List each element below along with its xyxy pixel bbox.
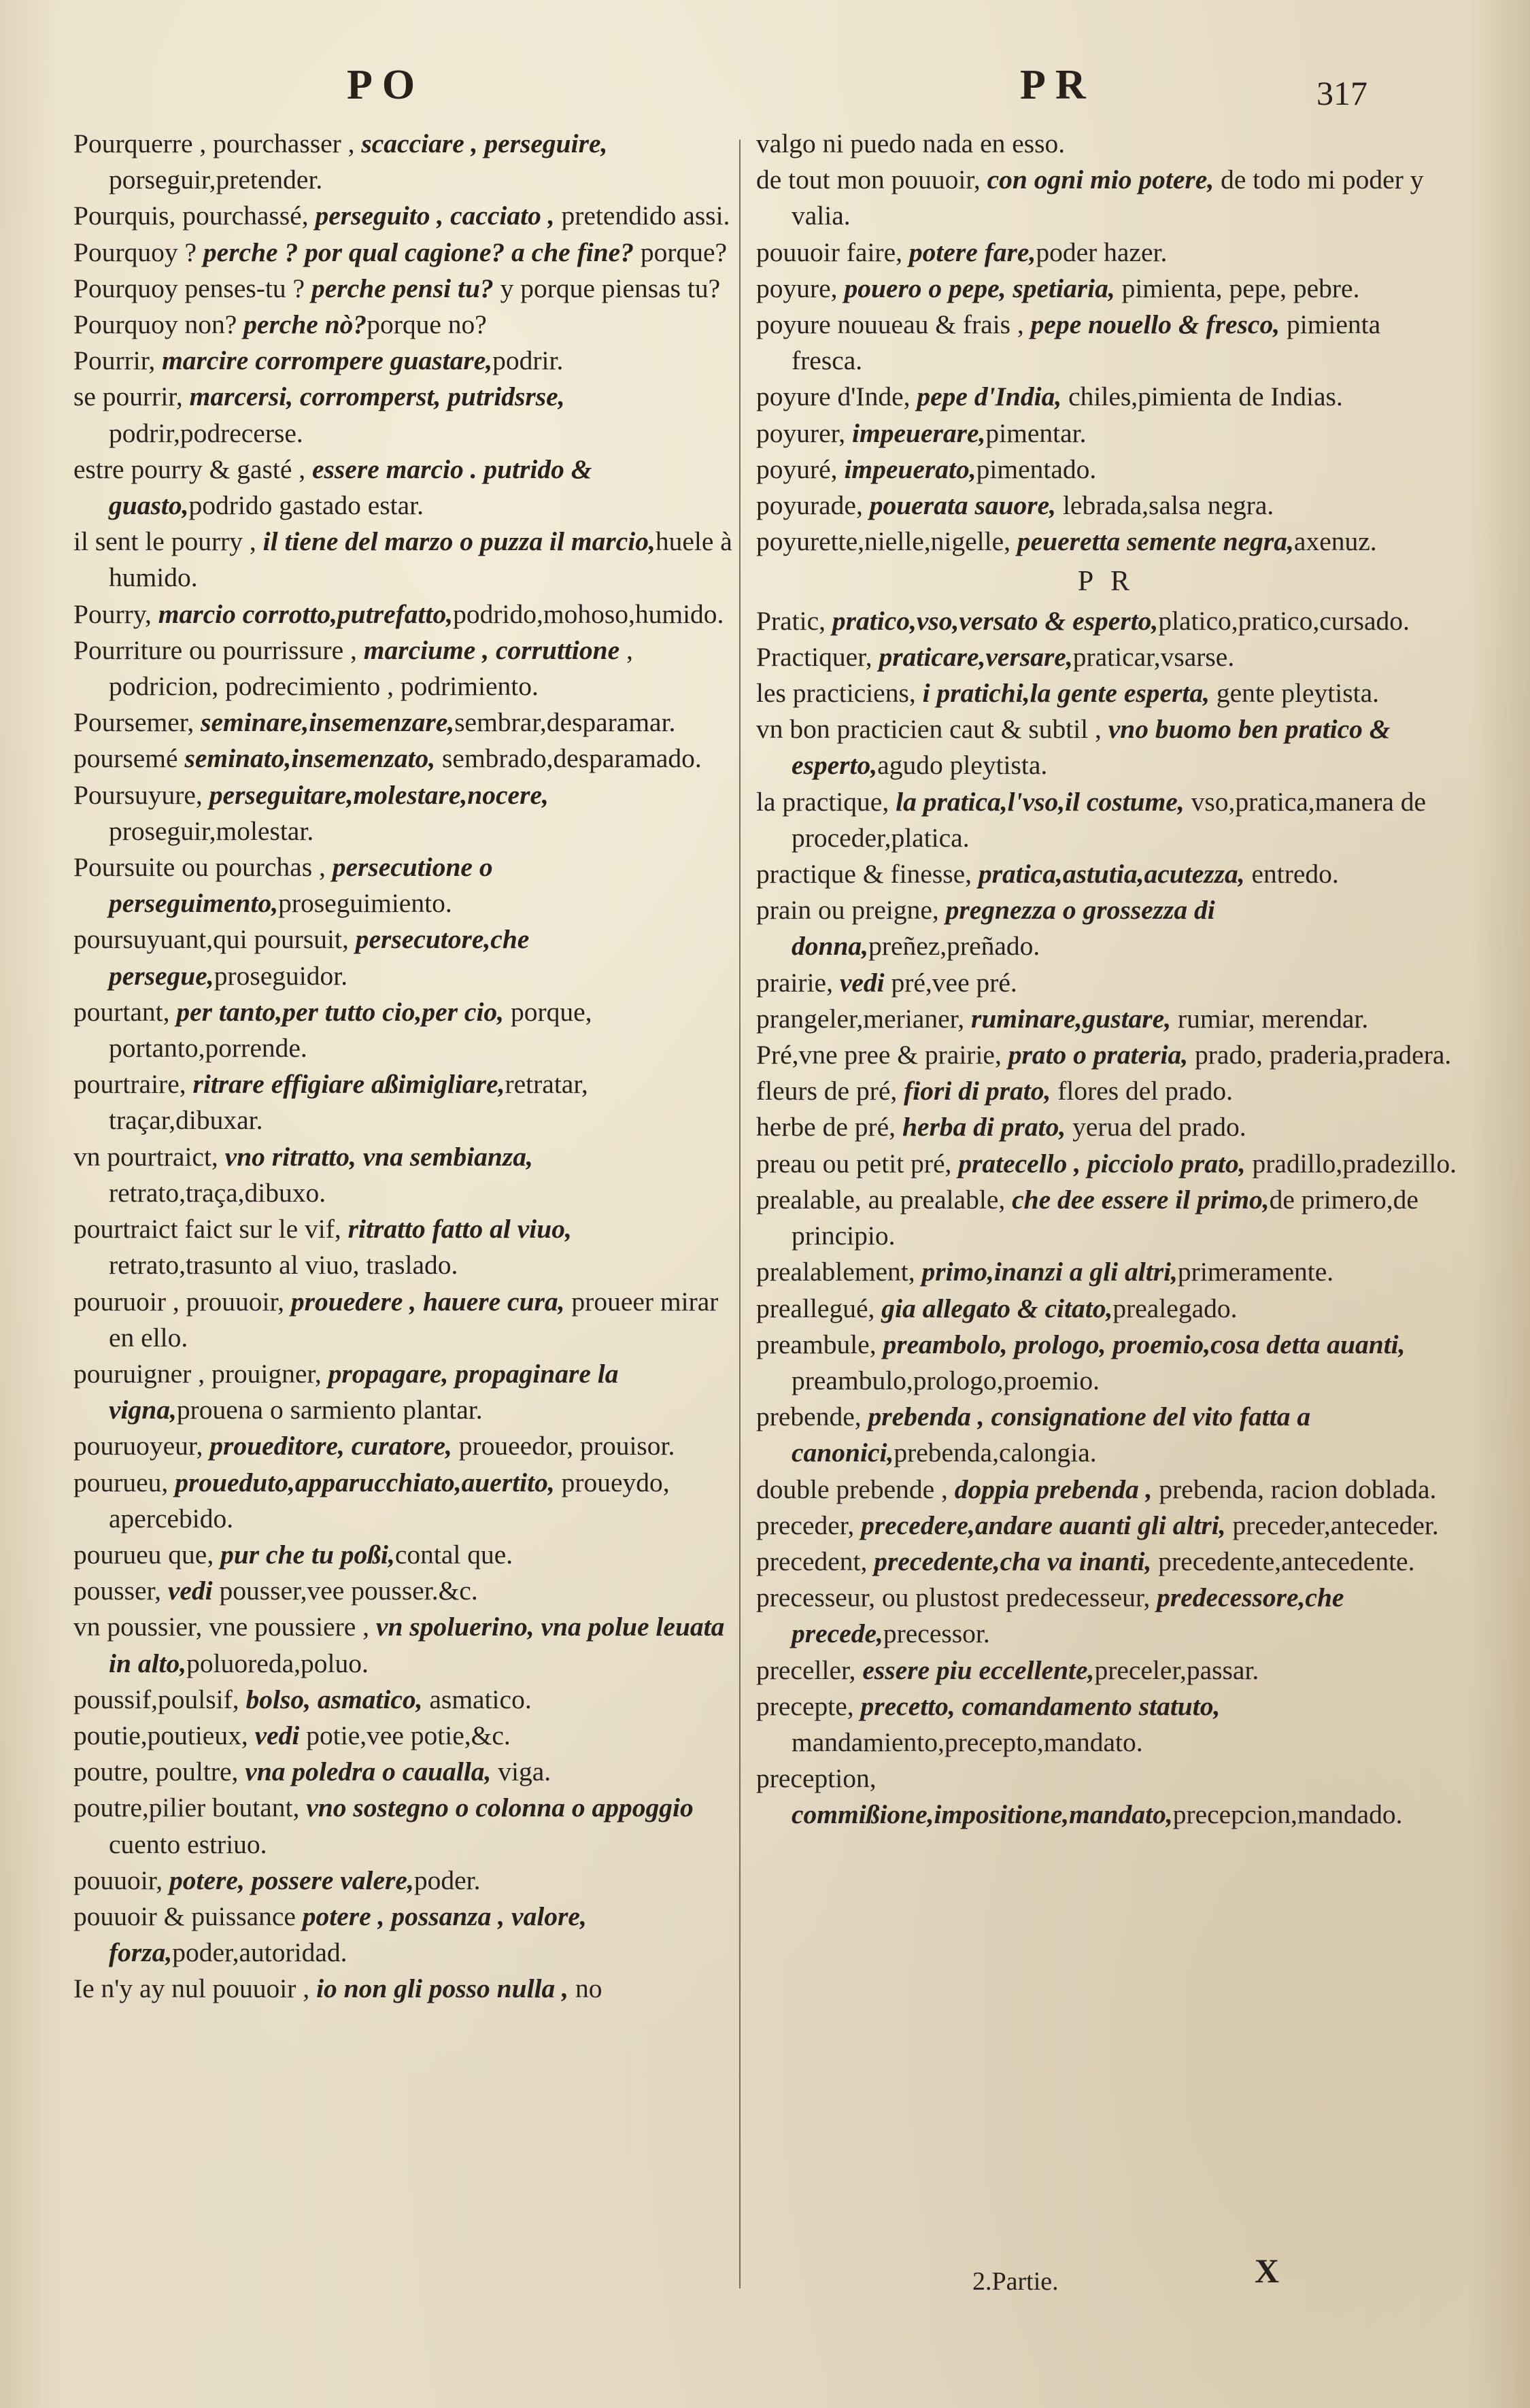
entry-headword: Pratic, xyxy=(756,605,832,636)
dictionary-entry xyxy=(73,1718,734,1754)
entry-headword: de tout mon pouuoir, xyxy=(756,165,987,195)
entry-italian: persecutione o perseguimento, xyxy=(109,852,493,919)
entry-italian: vno ritratto, vna sembianza, xyxy=(224,1141,533,1172)
right-column-bottom xyxy=(756,603,1457,1833)
entry-headword: valgo ni puedo nada en esso. xyxy=(756,129,1066,158)
dictionary-entry xyxy=(756,1109,1457,1145)
dictionary-entry xyxy=(73,1284,734,1356)
entry-spanish: , podricion, podrecimiento , podrimiento. xyxy=(109,634,633,702)
entry-italian: bolso, asmatico, xyxy=(245,1684,423,1714)
entry-italian: pregnezza o grossezza di donna, xyxy=(792,895,1215,962)
entry-headword: pouuoir & puissance xyxy=(73,1901,303,1931)
entry-spanish: precessor. xyxy=(883,1618,990,1649)
entry-headword: precepte, xyxy=(756,1691,861,1721)
entry-spanish: pousser,vee pousser.&c. xyxy=(212,1576,478,1606)
entry-italian: marciume , corruttione xyxy=(363,634,620,665)
dictionary-entry xyxy=(756,1508,1457,1544)
entry-italian: doppia prebenda , xyxy=(954,1474,1153,1504)
entry-italian: prato o prateria, xyxy=(1008,1040,1189,1070)
entry-headword: poutie,poutieux, xyxy=(73,1720,255,1750)
entry-spanish: proueydo, apercebido. xyxy=(109,1467,670,1533)
dictionary-entry xyxy=(73,1537,734,1573)
entry-headword: Ie n'y ay nul pouuoir , xyxy=(73,1973,317,2004)
entry-headword: prealablement, xyxy=(756,1257,922,1287)
entry-headword: vn poussier, vne poussiere , xyxy=(73,1612,376,1642)
entry-italian: ritratto fatto al viuo, xyxy=(347,1214,572,1244)
entry-italian: perseguitare,molestare,nocere, xyxy=(209,779,549,810)
entry-spanish: preceder,anteceder. xyxy=(1225,1510,1439,1540)
dictionary-entry xyxy=(73,921,734,994)
dictionary-entry xyxy=(756,271,1457,307)
entry-spanish: proseguir,molestar. xyxy=(109,815,314,846)
entry-spanish: potie,vee potie,&c. xyxy=(299,1720,511,1750)
entry-spanish: porque? xyxy=(633,237,728,267)
entry-spanish: podrido gastado estar. xyxy=(188,490,424,521)
entry-headword: la practique, xyxy=(756,786,896,817)
entry-spanish: mandamiento,precepto,mandato. xyxy=(792,1727,1143,1757)
entry-spanish: poder. xyxy=(413,1865,481,1895)
entry-italian: marcersi, corromperst, putridsrse, xyxy=(189,381,565,412)
entry-spanish: retratar, traçar,dibuxar. xyxy=(109,1069,588,1136)
dictionary-entry xyxy=(756,126,1457,162)
left-column xyxy=(73,126,734,2007)
entry-headword: vn pourtraict, xyxy=(73,1141,225,1172)
dictionary-entry xyxy=(73,1754,734,1790)
running-head-right: PR xyxy=(1020,62,1095,108)
entry-italian: vedi xyxy=(839,967,885,998)
entry-italian: i pratichi,la gente esperta, xyxy=(922,678,1210,709)
dictionary-entry xyxy=(756,1001,1457,1037)
entry-italian: pratico,vso,versato & esperto, xyxy=(832,605,1159,636)
entry-spanish: pretendido assi. xyxy=(554,201,730,231)
dictionary-entry xyxy=(73,1428,734,1464)
entry-spanish: proueer mirar en ello. xyxy=(109,1286,719,1353)
entry-spanish: vso,pratica,manera de proceder,platica. xyxy=(792,786,1427,853)
entry-italian: impeuerato, xyxy=(844,454,976,484)
entry-headword: preau ou petit pré, xyxy=(756,1148,959,1178)
entry-italian: vn spoluerino, vna polue leuata in alto, xyxy=(109,1612,725,1678)
entry-spanish: agudo pleytista. xyxy=(877,750,1048,781)
entry-spanish: sembrado,desparamado. xyxy=(435,743,702,774)
entry-spanish: contal que. xyxy=(394,1539,513,1570)
entry-headword: prangeler,merianer, xyxy=(756,1003,971,1034)
entry-headword: double prebende , xyxy=(756,1474,955,1504)
entry-italian: proueditore, curatore, xyxy=(209,1431,452,1461)
dictionary-entry xyxy=(756,1580,1457,1652)
entry-spanish: poluoreda,poluo. xyxy=(186,1648,369,1678)
dictionary-entry xyxy=(756,639,1457,675)
entry-headword: pourtraire, xyxy=(73,1069,193,1100)
right-column xyxy=(756,126,1457,1833)
dictionary-entry xyxy=(756,1761,1457,1833)
entry-headword: poutre, poultre, xyxy=(73,1757,245,1787)
entry-spanish: lebrada,salsa negra. xyxy=(1056,490,1274,521)
dictionary-entry xyxy=(73,1682,734,1718)
dictionary-entry xyxy=(756,711,1457,783)
entry-italian: fiori di prato, xyxy=(904,1076,1051,1106)
entry-headword: Pourquoy penses-tu ? xyxy=(73,273,311,303)
entry-spanish: poder,autoridad. xyxy=(172,1937,347,1968)
entry-italian: con ogni mio potere, xyxy=(987,165,1214,195)
entry-headword: Poursemer, xyxy=(73,707,201,738)
entry-spanish: proseguimiento. xyxy=(278,888,452,919)
catchword-mark: X xyxy=(1255,2252,1280,2290)
entry-spanish: asmatico. xyxy=(422,1684,532,1714)
entry-spanish: flores del prado. xyxy=(1051,1076,1233,1106)
dictionary-entry xyxy=(73,1139,734,1211)
dictionary-entry xyxy=(756,488,1457,524)
entry-spanish: preñez,preñado. xyxy=(868,931,1040,962)
entry-headword: estre pourry & gasté , xyxy=(73,454,313,484)
entry-italian: pepe nouello & fresco, xyxy=(1030,309,1280,340)
entry-headword: Pourry, xyxy=(73,598,158,629)
entry-spanish: porque no? xyxy=(367,309,487,340)
entry-spanish: retrato,trasunto al viuo, traslado. xyxy=(109,1250,458,1281)
dictionary-entry xyxy=(73,1609,734,1681)
entry-headword: poursemé xyxy=(73,743,185,774)
dictionary-entry xyxy=(73,343,734,379)
entry-headword: poyurer, xyxy=(756,418,853,448)
entry-headword: poyure, xyxy=(756,273,845,303)
entry-italian: pratica,astutia,acutezza, xyxy=(978,859,1245,889)
entry-italian: prouedere , hauere cura, xyxy=(290,1286,565,1317)
dictionary-entry xyxy=(73,1899,734,1971)
entry-headword: prebende, xyxy=(756,1402,868,1432)
dictionary-entry xyxy=(73,379,734,451)
dictionary-entry xyxy=(73,777,734,849)
entry-spanish: sembrar,desparamar. xyxy=(454,707,676,738)
running-head-left: PO xyxy=(347,62,425,108)
dictionary-entry xyxy=(73,1971,734,2007)
entry-headword: pouruigner , prouigner, xyxy=(73,1358,328,1389)
entry-italian: preambolo, prologo, proemio,cosa detta auanti, xyxy=(883,1329,1406,1359)
entry-italian: primo,inanzi a gli altri, xyxy=(921,1257,1178,1287)
dictionary-entry xyxy=(756,965,1457,1001)
dictionary-entry xyxy=(756,784,1457,856)
dictionary-entry xyxy=(756,856,1457,892)
entry-italian: per tanto,per tutto cio,per cio, xyxy=(176,996,505,1027)
entry-spanish: pimentado. xyxy=(976,454,1097,484)
dictionary-entry xyxy=(73,596,734,632)
entry-headword: preambule, xyxy=(756,1329,883,1359)
dictionary-entry xyxy=(756,1689,1457,1761)
entry-headword: prealable, au prealable, xyxy=(756,1184,1013,1215)
entry-headword: poyurade, xyxy=(756,490,870,521)
dictionary-entry xyxy=(73,307,734,343)
dictionary-entry xyxy=(756,235,1457,271)
entry-spanish: no xyxy=(568,1973,602,2004)
entry-spanish: precedente,antecedente. xyxy=(1151,1546,1415,1576)
entry-headword: Pré,vne pree & prairie, xyxy=(756,1040,1008,1070)
entry-italian: ruminare,gustare, xyxy=(970,1003,1172,1034)
dictionary-entry xyxy=(73,235,734,271)
entry-headword: poyuré, xyxy=(756,454,845,484)
entry-headword: fleurs de pré, xyxy=(756,1076,904,1106)
column-rule xyxy=(739,139,741,2288)
dictionary-entry xyxy=(73,271,734,307)
entry-italian: precedente,cha va inanti, xyxy=(874,1546,1152,1576)
entry-italian: essere marcio . putrido & guasto, xyxy=(109,454,592,521)
entry-headword: poyure nouueau & frais , xyxy=(756,309,1031,340)
dictionary-entry xyxy=(756,379,1457,415)
dictionary-entry xyxy=(73,1465,734,1537)
entry-headword: Poursuite ou pourchas , xyxy=(73,852,333,883)
entry-italian: precedere,andare auanti gli altri, xyxy=(861,1510,1226,1540)
entry-headword: poussif,poulsif, xyxy=(73,1684,246,1714)
entry-headword: pourtraict faict sur le vif, xyxy=(73,1214,348,1244)
entry-italian: la pratica,l'vso,il costume, xyxy=(896,786,1185,817)
entry-italian: potere , possanza , valore, forza, xyxy=(109,1901,587,1968)
entry-headword: pourueu, xyxy=(73,1467,175,1497)
entry-headword: vn bon practicien caut & subtil , xyxy=(756,714,1108,745)
entry-headword: Pourrir, xyxy=(73,345,163,376)
entry-headword: precesseur, ou plustost predecesseur, xyxy=(756,1582,1157,1613)
entry-spanish: cuento estriuo. xyxy=(109,1829,267,1859)
dictionary-entry xyxy=(756,162,1457,234)
entry-headword: Poursuyure, xyxy=(73,779,209,810)
entry-italian: marcio corrotto,putrefatto, xyxy=(158,598,454,629)
dictionary-entry xyxy=(73,1356,734,1428)
dictionary-entry xyxy=(756,1073,1457,1109)
entry-headword: pouruoyeur, xyxy=(73,1431,210,1461)
entry-headword: pouruoir , prouuoir, xyxy=(73,1286,291,1317)
entry-italian: vno sostegno o colonna o appoggio xyxy=(306,1793,694,1823)
entry-spanish: pradillo,pradezillo. xyxy=(1245,1148,1457,1178)
dictionary-entry xyxy=(756,675,1457,711)
entry-headword: poyurette,nielle,nigelle, xyxy=(756,526,1017,557)
entry-headword: preceder, xyxy=(756,1510,862,1540)
dictionary-entry xyxy=(756,1146,1457,1182)
entry-spanish: de primero,de principio. xyxy=(792,1184,1418,1251)
entry-italian: vna poledra o caualla, xyxy=(245,1757,492,1787)
page-number: 317 xyxy=(1316,74,1367,112)
entry-italian: scacciare , perseguire, xyxy=(361,129,608,158)
entry-spanish: pimienta fresca. xyxy=(792,309,1381,376)
dictionary-entry xyxy=(756,892,1457,964)
right-column-top xyxy=(756,126,1457,560)
entry-italian: potere fare, xyxy=(908,237,1036,267)
entry-headword: se pourrir, xyxy=(73,381,190,412)
entry-italian: perseguito , cacciato , xyxy=(315,201,555,231)
entry-headword: Pourriture ou pourrissure , xyxy=(73,634,364,665)
entry-headword: Pourquoy non? xyxy=(73,309,244,340)
dictionary-entry xyxy=(756,452,1457,488)
entry-spanish: de todo mi poder y valia. xyxy=(792,165,1424,231)
dictionary-entry xyxy=(756,1652,1457,1689)
entry-italian: perche ? por qual cagione? a che fine? xyxy=(203,237,634,267)
entry-italian: pepe d'India, xyxy=(917,381,1062,412)
entry-spanish: pimienta, pepe, pebre. xyxy=(1115,273,1360,303)
entry-spanish: yerua del prado. xyxy=(1066,1112,1246,1142)
entry-italian: impeuerare, xyxy=(852,418,986,448)
entry-headword: poutre,pilier boutant, xyxy=(73,1793,307,1823)
entry-spanish: prado, praderia,pradera. xyxy=(1188,1040,1452,1070)
entry-italian: vedi xyxy=(167,1576,213,1606)
entry-italian: perche pensi tu? xyxy=(311,273,494,303)
entry-italian: che dee essere il primo, xyxy=(1012,1184,1270,1215)
dictionary-entry xyxy=(756,1399,1457,1471)
entry-spanish: porque, portanto,porrende. xyxy=(109,996,592,1064)
entry-headword: pouuoir, xyxy=(73,1865,170,1895)
dictionary-entry xyxy=(73,741,734,777)
dictionary-entry xyxy=(73,1863,734,1899)
entry-spanish: chiles,pimienta de Indias. xyxy=(1061,381,1343,412)
dictionary-entry xyxy=(73,1790,734,1862)
entry-headword: Pourquoy ? xyxy=(73,237,203,267)
entry-italian: propagare, propaginare la vigna, xyxy=(109,1358,619,1425)
dictionary-entry xyxy=(756,1291,1457,1327)
signature-mark: 2.Partie. xyxy=(972,2267,1059,2296)
dictionary-entry xyxy=(73,849,734,921)
entry-spanish: entredo. xyxy=(1244,859,1339,889)
entry-headword: poyure d'Inde, xyxy=(756,381,917,412)
entry-italian: marcire corrompere guastare, xyxy=(162,345,493,376)
dictionary-entry xyxy=(73,524,734,596)
entry-spanish: podrir. xyxy=(492,345,564,376)
dictionary-entry xyxy=(73,1573,734,1609)
entry-italian: vedi xyxy=(254,1720,300,1750)
entry-spanish: poder hazer. xyxy=(1036,237,1168,267)
dictionary-entry xyxy=(73,994,734,1066)
entry-spanish: porseguir,pretender. xyxy=(109,165,323,195)
entry-spanish: platico,pratico,cursado. xyxy=(1158,605,1410,636)
entry-spanish: praticar,vsarse. xyxy=(1072,641,1235,672)
entry-italian: commißione,impositione,mandato, xyxy=(792,1799,1173,1830)
entry-headword: preallegué, xyxy=(756,1293,882,1323)
entry-italian: seminare,insemenzare, xyxy=(201,707,455,738)
entry-headword: preception, xyxy=(756,1763,877,1794)
entry-headword: prairie, xyxy=(756,967,840,998)
entry-italian: persecutore,che persegue, xyxy=(109,924,530,991)
entry-spanish: pimentar. xyxy=(985,418,1087,448)
entry-italian: pouero o pepe, spetiaria, xyxy=(844,273,1115,303)
entry-spanish: axenuz. xyxy=(1293,526,1377,557)
entry-spanish: primeramente. xyxy=(1177,1257,1334,1287)
entry-italian: peueretta semente negra, xyxy=(1017,526,1294,557)
entry-italian: ritrare effigiare aßimigliare, xyxy=(192,1069,505,1100)
entry-headword: prain ou preigne, xyxy=(756,895,946,926)
entry-headword: pousser, xyxy=(73,1576,168,1606)
entry-headword: herbe de pré, xyxy=(756,1112,902,1142)
dictionary-entry xyxy=(756,1327,1457,1399)
dictionary-entry xyxy=(756,416,1457,452)
entry-spanish: podrido,mohoso,humido. xyxy=(453,598,724,629)
dictionary-entry xyxy=(73,1066,734,1138)
entry-italian: vno buomo ben pratico & esperto, xyxy=(792,714,1391,781)
dictionary-entry xyxy=(73,1211,734,1283)
entry-headword: Pourquis, pourchassé, xyxy=(73,201,316,231)
entry-spanish: gente pleytista. xyxy=(1210,678,1380,709)
dictionary-entry xyxy=(756,1037,1457,1073)
entry-headword: preceller, xyxy=(756,1655,863,1685)
entry-headword: Pourquerre , pourchasser , xyxy=(73,129,362,158)
section-title: P R xyxy=(1077,566,1136,598)
entry-spanish: retrato,traça,dibuxo. xyxy=(109,1177,326,1208)
entry-spanish: precepcion,mandado. xyxy=(1172,1799,1403,1830)
entry-italian: precetto, comandamento statuto, xyxy=(860,1691,1221,1721)
entry-spanish: rumiar, merendar. xyxy=(1171,1003,1369,1034)
entry-headword: Practiquer, xyxy=(756,641,879,672)
dictionary-entry xyxy=(756,307,1457,379)
dictionary-entry xyxy=(756,524,1457,560)
entry-spanish: prouena o sarmiento plantar. xyxy=(176,1395,483,1425)
entry-italian: pouerata sauore, xyxy=(869,490,1057,521)
entry-italian: il tiene del marzo o puzza il marcio, xyxy=(262,526,656,557)
entry-italian: io non gli posso nulla , xyxy=(316,1973,569,2004)
entry-headword: pourueu que, xyxy=(73,1539,221,1570)
entry-spanish: podrir,podrecerse. xyxy=(109,418,303,448)
entry-italian: praticare,versare, xyxy=(879,641,1073,672)
entry-headword: les practiciens, xyxy=(756,678,923,709)
dictionary-entry xyxy=(73,126,734,198)
dictionary-entry xyxy=(73,632,734,705)
dictionary-entry xyxy=(756,603,1457,639)
entry-spanish: prebenda,calongia. xyxy=(894,1438,1097,1468)
entry-headword: pouuoir faire, xyxy=(756,237,909,267)
entry-spanish: huele à humido. xyxy=(109,526,732,593)
entry-headword: precedent, xyxy=(756,1546,874,1576)
entry-spanish: viga. xyxy=(491,1757,551,1787)
entry-spanish: proseguidor. xyxy=(214,960,348,991)
dictionary-entry xyxy=(73,198,734,234)
dictionary-entry xyxy=(73,452,734,524)
entry-spanish: prebenda, racion doblada. xyxy=(1152,1474,1437,1504)
dictionary-entry xyxy=(756,1472,1457,1508)
entry-spanish: prealegado. xyxy=(1112,1293,1238,1323)
entry-italian: seminato,insemenzato, xyxy=(184,743,436,774)
dictionary-entry xyxy=(756,1254,1457,1290)
entry-headword: pourtant, xyxy=(73,996,177,1027)
entry-italian: pur che tu poßi, xyxy=(220,1539,395,1570)
entry-italian: herba di prato, xyxy=(902,1112,1066,1142)
entry-italian: gia allegato & citato, xyxy=(881,1293,1113,1323)
entry-italian: potere, possere valere, xyxy=(169,1865,414,1895)
entry-italian: proueduto,apparucchiato,auertito, xyxy=(175,1467,555,1497)
entry-headword: il sent le pourry , xyxy=(73,526,263,557)
entry-spanish: pré,vee pré. xyxy=(884,967,1017,998)
entry-spanish: y porque piensas tu? xyxy=(493,273,721,303)
dictionary-entry xyxy=(756,1544,1457,1580)
entry-italian: essere piu eccellente, xyxy=(862,1655,1095,1685)
dictionary-entry xyxy=(73,705,734,741)
entry-headword: practique & finesse, xyxy=(756,859,979,889)
entry-italian: pratecello , picciolo prato, xyxy=(958,1148,1246,1178)
entry-italian: predecessore,che precede, xyxy=(792,1582,1344,1649)
entry-headword: poursuyuant,qui poursuit, xyxy=(73,924,356,955)
entry-spanish: proueedor, prouisor. xyxy=(452,1431,675,1461)
entry-italian: perche nò? xyxy=(243,309,367,340)
entry-spanish: preambulo,prologo,proemio. xyxy=(792,1365,1100,1395)
entry-italian: prebenda , consignatione del vito fatta a canonici, xyxy=(792,1402,1311,1468)
dictionary-entry xyxy=(756,1182,1457,1254)
entry-spanish: preceler,passar. xyxy=(1094,1655,1259,1685)
